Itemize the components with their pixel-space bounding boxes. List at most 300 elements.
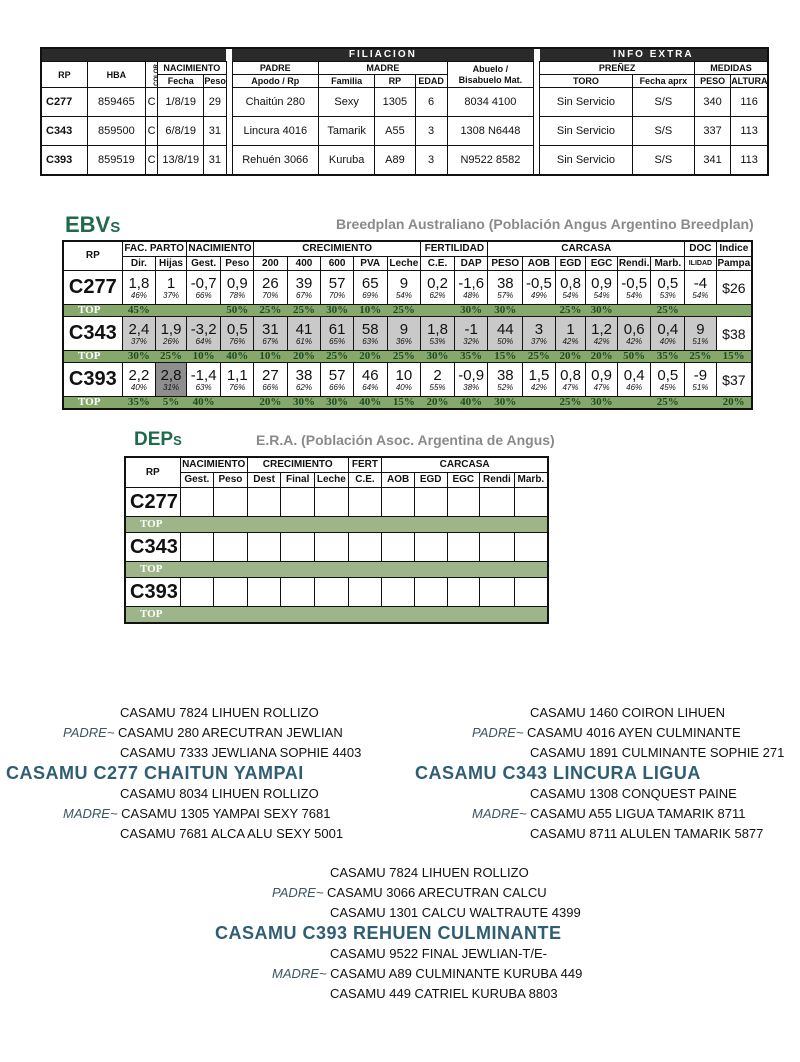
ebv-top-value [617,305,651,317]
cell-padre: Chaitún 280 [232,88,318,117]
ebv-accuracy: 37% [530,336,547,346]
ebv-cell [186,317,221,351]
ped-dam: CASAMU A89 CULMINANTE KURUBA 449 [330,966,583,981]
ebv-accuracy: 54% [692,290,709,300]
dep-cell [382,533,415,562]
cell-hba: 859519 [87,146,145,176]
ebv-cell [454,317,488,351]
ebv-value: 46 [361,366,379,384]
dep-top-row [125,607,548,624]
ebv-value: 2,8 [160,366,182,384]
dep-cell [480,578,515,607]
ebv-accuracy: 61% [295,336,312,346]
dep-cell [315,533,349,562]
ebv-value: 0,4 [657,320,679,338]
dep-cell [214,488,248,517]
dep-subheader: EGD [414,473,447,488]
ebv-accuracy: 62% [295,382,312,392]
dep-cell [514,578,548,607]
ebv-subheader: 400 [287,257,321,271]
dep-cell [180,578,214,607]
ebv-accuracy: 52% [497,382,514,392]
ebv-cell [122,317,156,351]
ebv-top-value [716,305,752,317]
ebv-accuracy: 48% [463,290,480,300]
ebv-value: 1 [566,320,575,338]
ebv-cell [321,363,354,397]
ebv-accuracy: 66% [195,290,212,300]
cell-rp: C277 [41,88,87,117]
ebv-subheader: Pampa [717,258,751,269]
ebv-accuracy: 38% [463,382,480,392]
ped-animal-name: CASAMU C343 LINCURA LIGUA [415,763,701,783]
ebv-cell [387,317,421,351]
pedigree-c277 [0,703,400,843]
dep-cell [514,533,548,562]
ebv-top-value: 30% [287,397,321,410]
ebv-value: 58 [361,320,379,338]
ebv-value: 38 [496,366,514,384]
cell-madre-rp: A89 [375,146,415,176]
ebv-top-value: 40% [221,351,254,363]
ebv-accuracy: 32% [463,336,480,346]
ebv-top-value: 20% [716,397,752,410]
cell-fecha-aprx: S/S [632,117,694,146]
ebv-top-row [63,305,752,317]
ebv-cell [586,271,618,305]
col-color: COLOR [146,62,158,88]
ebv-value: 2 [433,366,442,384]
ebv-value: 0,5 [657,274,679,292]
ebv-cell [156,317,187,351]
ebv-value: 0,9 [591,366,612,384]
ebv-value: 3 [534,320,544,338]
ebv-value: 0,8 [560,366,581,384]
ped-dam: CASAMU A55 LIGUA TAMARIK 8711 [530,806,746,821]
ebv-top-value: 30% [488,397,523,410]
dep-col-rp: RP [125,457,180,488]
dep-cell [281,533,315,562]
ebv-accuracy: 46% [130,290,147,300]
ebv-group-nacimiento: NACIMIENTO [186,241,253,257]
ebv-top-value: 40% [186,397,221,410]
ebv-top-value: 25% [651,305,685,317]
cell-abuelo: N9522 8582 [447,146,533,176]
cell-fecha: 6/8/19 [158,117,204,146]
ebv-accuracy: 26% [163,336,180,346]
ped-dam-dam: CASAMU 7681 ALCA ALU SEXY 5001 [120,826,344,841]
animal-row [41,146,768,176]
col-familia: Familia [319,75,375,88]
ebv-subheader: EGD [555,257,586,271]
ebv-value: 1,8 [128,274,150,292]
dep-cell [281,488,315,517]
ebv-value: 0,2 [427,274,448,292]
ebv-cell [523,271,556,305]
dep-rp: C393 [125,578,180,607]
ped-dam-dam: CASAMU 8711 ALULEN TAMARIK 5877 [530,826,764,841]
ebv-top-value: 25% [321,351,354,363]
dep-cell [247,533,281,562]
ebv-cell [488,271,523,305]
cell-padre: Lincura 4016 [232,117,318,146]
col-altura: ALTURA [731,76,768,86]
ebv-top-value: 50% [221,305,254,317]
ebv-cell [523,317,556,351]
ebv-top-value: 35% [454,351,488,363]
top-label: TOP [125,607,548,624]
ebv-cell [651,317,685,351]
ebv-top-value: 25% [156,351,187,363]
cell-fecha: 13/8/19 [158,146,204,176]
ebv-value: 0,8 [560,274,581,292]
dep-row [125,578,548,607]
ebv-top-value: 25% [254,305,288,317]
ebv-accuracy: 70% [329,290,346,300]
dep-cell [480,533,515,562]
ebv-subheader: 200 [254,257,288,271]
ebv-cell [287,317,321,351]
ebv-cell [186,363,221,397]
top-label: TOP [63,397,122,410]
ped-dam-sire: CASAMU 8034 LIHUEN ROLLIZO [120,786,319,801]
ebv-subheader: DAP [454,257,488,271]
ebv-accuracy: 47% [593,382,610,392]
ebv-top-value: 30% [586,305,618,317]
ebv-accuracy: 42% [626,336,643,346]
cell-peso: 29 [204,88,226,117]
ebv-accuracy: 62% [429,290,446,300]
ebv-value: -1,4 [190,366,217,384]
ebv-cell [122,363,156,397]
col-edad: EDAD [415,75,447,88]
ebv-value: 2,2 [128,366,150,384]
ebv-accuracy: 51% [692,336,709,346]
padre-label: PADRE~ [472,725,524,740]
cell-abuelo: 8034 4100 [447,88,533,117]
ped-dam-dam: CASAMU 449 CATRIEL KURUBA 8803 [330,986,558,1001]
ebv-accuracy: 50% [497,336,514,346]
cell-familia: Kuruba [319,146,375,176]
dep-subheader: Final [281,473,315,488]
ebv-accuracy: 45% [659,382,676,392]
ped-sire-sire: CASAMU 7824 LIHUEN ROLLIZO [330,865,529,880]
col-abuelo: Abuelo / Bisabuelo Mat. [447,62,533,88]
ebv-value: 26 [262,274,279,292]
ebv-subheader: Marb. [651,257,685,271]
ebv-accuracy: 40% [130,382,147,392]
ped-sire-dam: CASAMU 1891 CULMINANTE SOPHIE 271 [530,745,785,760]
ebv-cell [523,363,556,397]
ebv-accuracy: 42% [593,336,610,346]
group-info-extra: INFO EXTRA [540,48,768,62]
ebv-cell [287,363,321,397]
dep-cell [180,533,214,562]
ebv-top-value: 25% [555,305,586,317]
ebv-accuracy: 54% [626,290,643,300]
ebv-top-value: 30% [321,305,354,317]
cell-peso: 31 [204,146,226,176]
dep-group-carcasa: CARCASA [382,457,548,473]
ped-sire-sire: CASAMU 1460 COIRON LIHUEN [530,705,726,720]
ebv-top-value: 30% [321,397,354,410]
ebv-top-value: 30% [454,305,488,317]
ebv-rp: C277 [63,271,122,305]
ebv-cell [254,317,288,351]
ebv-cell [685,271,717,305]
ebv-value: 9 [399,274,409,292]
ebv-cell [186,271,221,305]
col-fecha-aprx: Fecha aprx [632,75,694,88]
ebv-group-carcasa: CARCASA [488,241,685,257]
ebv-cell [454,271,488,305]
ped-animal-name: CASAMU C393 REHUEN CULMINANTE [215,923,562,943]
ebv-accuracy: 64% [362,382,379,392]
madre-label: MADRE~ [472,806,527,821]
ebv-indice: $26 [716,271,752,305]
group-filiacion: FILIACION [232,48,534,62]
ebv-cell [555,317,586,351]
ebv-cell [221,363,254,397]
cell-peso-m: 341 [695,146,731,176]
ebv-cell [321,271,354,305]
ebv-cell [287,271,321,305]
ebv-cell [387,363,421,397]
cell-peso-m: 337 [695,117,731,146]
ebv-top-row [63,351,752,363]
cell-rp: C393 [41,146,87,176]
ebv-value: -4 [693,274,708,292]
ebv-top-value: 10% [353,305,387,317]
ebv-value: 1,5 [528,366,550,384]
ebv-top-value [421,305,455,317]
dep-group-fert: FERT [348,457,382,473]
ebv-value: -9 [693,366,708,384]
ebv-row [63,317,752,351]
ebv-value: 10 [395,366,413,384]
animal-row [41,88,768,117]
cell-abuelo: 1308 N6448 [447,117,533,146]
ped-sire-dam: CASAMU 1301 CALCU WALTRAUTE 4399 [330,905,581,920]
ebv-cell [353,271,387,305]
ebv-accuracy: 47% [562,382,579,392]
ebv-value: 2,4 [128,320,150,338]
dep-cell [214,533,248,562]
dep-subheader: C.E. [348,473,382,488]
ebv-subheader: PVA [353,257,387,271]
ebv-accuracy: 37% [163,290,180,300]
ebv-cell [617,363,651,397]
ebv-accuracy: 55% [429,382,446,392]
ebv-top-value: 50% [617,351,651,363]
ebv-value: -1 [464,320,478,338]
ebv-accuracy: 42% [562,336,579,346]
top-label: TOP [63,305,122,317]
ebv-cell [321,317,354,351]
ebv-top-value: 25% [523,351,556,363]
ebv-top-value: 45% [122,305,156,317]
top-label: TOP [125,562,548,578]
padre-label: PADRE~ [272,885,324,900]
ebv-value: 0,5 [226,320,248,338]
ebv-row [63,363,752,397]
ebv-subheader: 600 [321,257,354,271]
dep-subheader: Rendi [480,473,515,488]
ebv-value: 0,9 [226,274,248,292]
ebv-value: 9 [399,320,409,338]
cell-altura: 113 [731,117,768,146]
ebv-top-value: 30% [122,351,156,363]
dep-cell [447,488,480,517]
dep-cell [382,578,415,607]
cell-padre: Rehuén 3066 [232,146,318,176]
cell-color: C [146,146,158,176]
ebv-top-value: 20% [254,397,288,410]
ebv-cell [685,317,717,351]
dep-cell [447,578,480,607]
top-label: TOP [125,517,548,533]
ebv-top-value [685,397,717,410]
ebv-cell [421,271,455,305]
ebv-subheader: Dir. [122,257,156,271]
col-hba: HBA [87,62,145,88]
ebv-top-value [523,397,556,410]
ebv-top-value: 10% [186,351,221,363]
dep-cell [315,488,349,517]
dep-cell [180,488,214,517]
ebv-accuracy: 42% [530,382,547,392]
ebv-top-value: 10% [254,351,288,363]
dep-cell [247,488,281,517]
dep-subheader: Peso [214,473,248,488]
ebv-group-fac-parto: FAC. PARTO [122,241,186,257]
col-madre-rp: RP [375,75,415,88]
ebv-top-value: 25% [387,351,421,363]
ebv-value: -3,2 [190,320,217,338]
dep-cell [214,578,248,607]
ebv-accuracy: 70% [262,290,279,300]
ebv-group-indice: Indice [716,241,752,257]
ebv-value: -0,9 [458,366,485,384]
ebv-accuracy: 36% [395,336,412,346]
ebv-value: 0,6 [623,320,645,338]
cell-peso: 31 [204,117,226,146]
ebv-cell [555,271,586,305]
dep-group-crecimiento: CRECIMIENTO [247,457,348,473]
ebv-top-value: 5% [156,397,187,410]
dep-cell [281,578,315,607]
ebv-rp: C343 [63,317,122,351]
ebv-top-value: 20% [555,351,586,363]
ebv-top-value: 30% [488,305,523,317]
ebv-subheader: Rendi. [618,258,650,269]
ebv-value: 39 [295,274,313,292]
dep-cell [348,488,382,517]
ebv-cell [156,271,187,305]
ebv-cell [617,317,651,351]
ebv-value: 31 [262,320,279,338]
ebv-subheader: Gest. [186,257,221,271]
dep-cell [447,533,480,562]
ebv-accuracy: 40% [659,336,676,346]
ebv-accuracy: 76% [229,336,246,346]
ebv-top-value: 25% [287,305,321,317]
ebv-cell [221,317,254,351]
cell-edad: 3 [415,146,447,176]
cell-rp: C343 [41,117,87,146]
ebv-top-value [221,397,254,410]
cell-peso-m: 340 [695,88,731,117]
col-peso-m: PESO [695,75,731,88]
dep-cell [414,578,447,607]
top-label: TOP [63,351,122,363]
dep-row [125,533,548,562]
cell-toro: Sin Servicio [540,88,632,117]
ebv-title: EBVS [65,212,121,237]
ebv-cell [488,363,523,397]
ped-dam-sire: CASAMU 1308 CONQUEST PAINE [530,786,737,801]
cell-fecha: 1/8/19 [158,88,204,117]
dep-subheader: Gest. [180,473,214,488]
ebv-table [62,240,753,410]
dep-cell [348,533,382,562]
ebv-accuracy: 65% [329,336,346,346]
col-fecha: Fecha [158,75,204,88]
ebv-value: 1,2 [591,320,612,338]
ebv-cell [353,363,387,397]
ebv-subheader: Peso [221,257,254,271]
dep-cell [315,578,349,607]
col-peso: Peso [204,76,226,86]
ebv-top-value [685,305,717,317]
ebv-value: -0,7 [190,274,217,292]
ebv-top-value: 25% [555,397,586,410]
ebv-subheader: PESO [488,257,523,271]
madre-label: MADRE~ [63,806,118,821]
ebv-accuracy: 49% [530,290,547,300]
madre-label: MADRE~ [272,966,327,981]
ebv-group-fertilidad: FERTILIDAD [421,241,488,257]
col-apodo: Apodo / Rp [232,75,318,88]
ebv-subheader: ILIDAD [685,257,717,271]
ebv-cell [685,363,717,397]
ebv-accuracy: 78% [229,290,246,300]
cell-color: C [146,117,158,146]
ebv-accuracy: 54% [395,290,412,300]
ebv-value: -1,6 [458,274,485,292]
ebv-value: 38 [496,274,514,292]
cell-fecha-aprx: S/S [632,88,694,117]
ebv-col-rp: RP [63,241,122,271]
ped-sire-dam: CASAMU 7333 JEWLIANA SOPHIE 4403 [120,745,362,760]
dep-rp: C277 [125,488,180,517]
ebv-accuracy: 76% [229,382,246,392]
ebv-top-value: 20% [287,351,321,363]
ped-sire: CASAMU 280 ARECUTRAN JEWLIAN [118,725,343,740]
ebv-accuracy: 66% [262,382,279,392]
cell-edad: 6 [415,88,447,117]
ebv-value: 0,9 [591,274,612,292]
dep-subheader: AOB [382,473,415,488]
cell-madre-rp: A55 [375,117,415,146]
cell-edad: 3 [415,117,447,146]
cell-madre-rp: 1305 [375,88,415,117]
ebv-value: 1 [166,274,176,292]
ebv-subtitle: Breedplan Australiano (Población Angus Argentino Breedplan) [336,216,754,232]
dep-group-nacimiento: NACIMIENTO [180,457,247,473]
ped-sire: CASAMU 4016 AYEN CULMINANTE [527,725,741,740]
ebv-subheader: C.E. [421,257,455,271]
